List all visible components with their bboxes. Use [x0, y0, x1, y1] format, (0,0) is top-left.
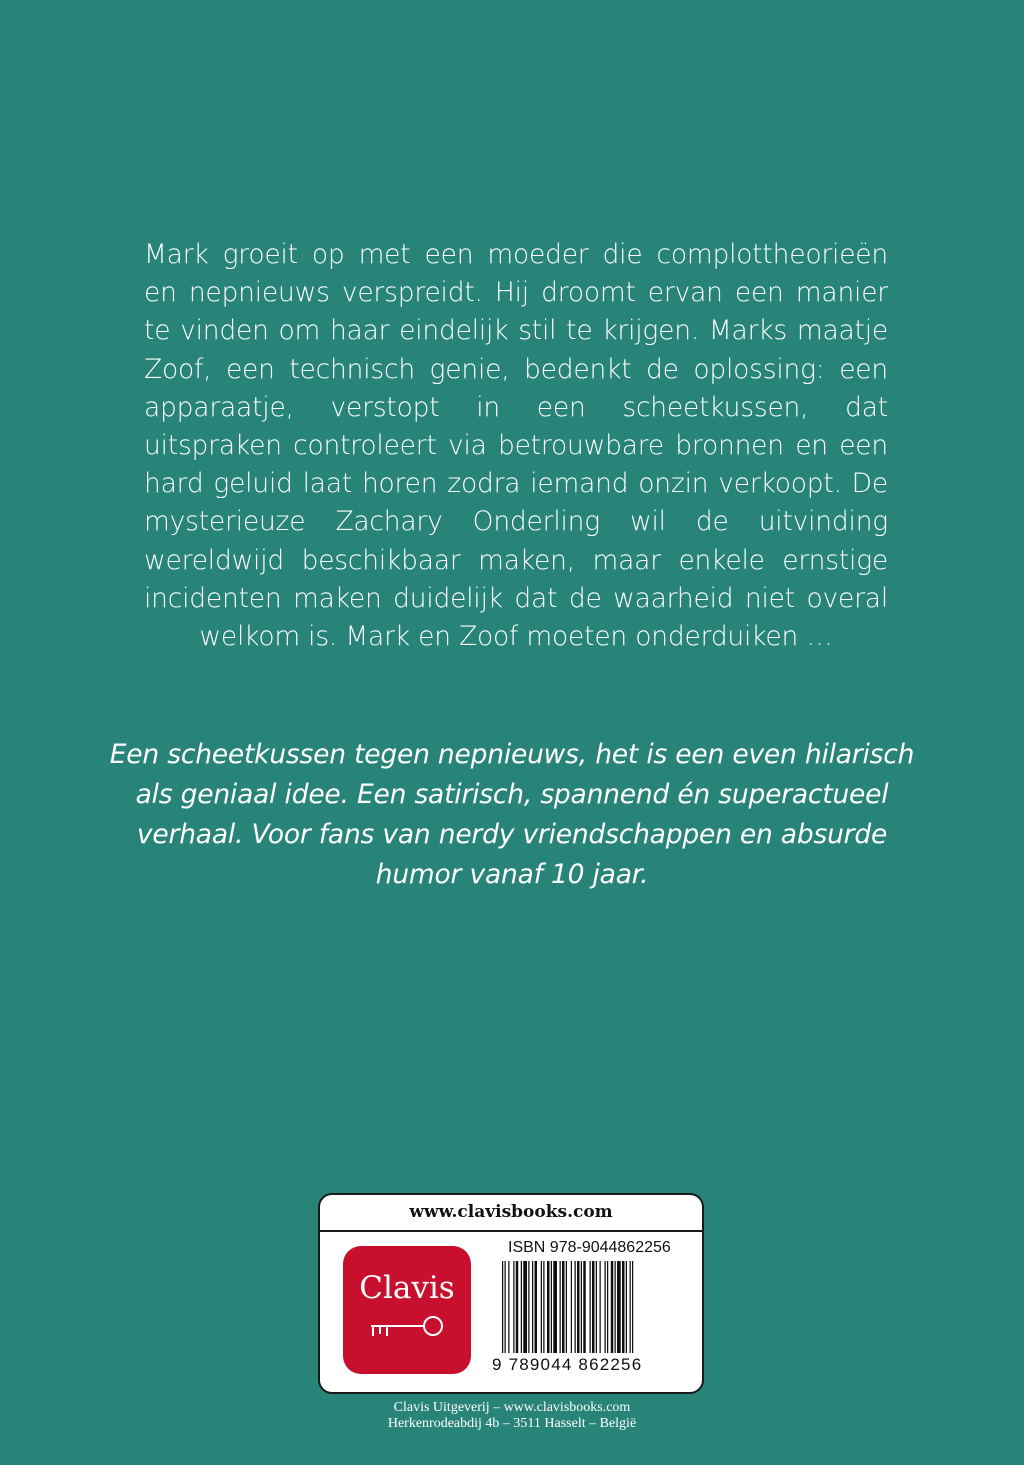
barcode-bar — [632, 1261, 633, 1353]
barcode-bar — [592, 1261, 595, 1353]
barcode-digits: 9 789044 862256 — [492, 1355, 643, 1374]
barcode-bar — [575, 1261, 576, 1353]
publisher-info — [312, 1400, 712, 1432]
barcode-bar — [523, 1261, 527, 1353]
barcode-bar — [532, 1261, 533, 1353]
barcode-bar — [560, 1261, 561, 1353]
logo-text: Clavis — [359, 1270, 455, 1306]
barcode-bar — [600, 1261, 601, 1353]
barcode-bar — [605, 1261, 606, 1353]
barcode-bar — [543, 1261, 544, 1353]
barcode-bar — [626, 1261, 627, 1353]
barcode-bar — [528, 1261, 529, 1353]
barcode-bar — [513, 1261, 514, 1353]
barcode-bar — [596, 1261, 597, 1353]
barcode-bar — [617, 1261, 621, 1353]
barcode-bar — [535, 1261, 538, 1353]
barcode-bar — [508, 1261, 509, 1353]
barcode-bar — [581, 1261, 582, 1353]
barcode-bar — [615, 1261, 616, 1353]
barcode-bar — [607, 1261, 608, 1353]
back-cover-tagline: Een scheetkussen tegen nepnieuws, het is een even hilarisch als geniaal idee. Een satirisch, spannend én superactueel verhaal. Voor fans van nerdy vriendschappen en absurde humor vanaf 10 jaar. — [109, 739, 915, 890]
barcode-bar — [566, 1261, 567, 1353]
isbn-label — [318, 1193, 704, 1394]
barcode-bar — [502, 1261, 503, 1353]
label-website: www.clavisbooks.com — [320, 1195, 702, 1232]
barcode-bar — [505, 1261, 506, 1353]
barcode-bar — [541, 1261, 542, 1353]
barcode-bar — [622, 1261, 625, 1353]
barcode-bar — [551, 1261, 552, 1353]
barcode-bar — [547, 1261, 550, 1353]
isbn-number: ISBN 978-9044862256 — [508, 1239, 671, 1256]
barcode — [500, 1261, 680, 1357]
publisher-line-2: Herkenrodeabdij 4b – 3511 Hasselt – België — [387, 1416, 637, 1431]
publisher-line-1: Clavis Uitgeverij – www.clavisbooks.com — [393, 1400, 631, 1415]
barcode-bar — [577, 1261, 580, 1353]
barcode-bar — [630, 1261, 631, 1353]
barcode-bar — [516, 1261, 519, 1353]
clavis-logo — [343, 1246, 471, 1374]
back-cover-blurb: Mark groeit op met een moeder die complottheorieën en nepnieuws verspreidt. Hij droomt ervan een manier te vinden om haar eindelijk stil te krijgen. Marks maatje Zoof, een technisch genie, bedenkt de oplossing: een apparaatje, verstopt in een scheetkussen, dat uitspraken controleert via betrouwbare bronnen en een hard geluid laat horen zodra iemand onzin verkoopt. De mysterieuze Zachary Onderling wil de uitvinding wereldwijd beschikbaar maken, maar enkele ernstige incidenten maken duidelijk dat de waarheid niet overal welkom is. Mark en Zoof moeten onderduiken … — [144, 239, 888, 653]
barcode-bar — [562, 1261, 565, 1353]
barcode-bar — [553, 1261, 557, 1353]
barcode-bar — [611, 1261, 614, 1353]
barcode-bar — [521, 1261, 522, 1353]
barcode-bar — [590, 1261, 591, 1353]
barcode-bar — [583, 1261, 586, 1353]
key-icon — [367, 1314, 447, 1342]
barcode-bar — [571, 1261, 572, 1353]
